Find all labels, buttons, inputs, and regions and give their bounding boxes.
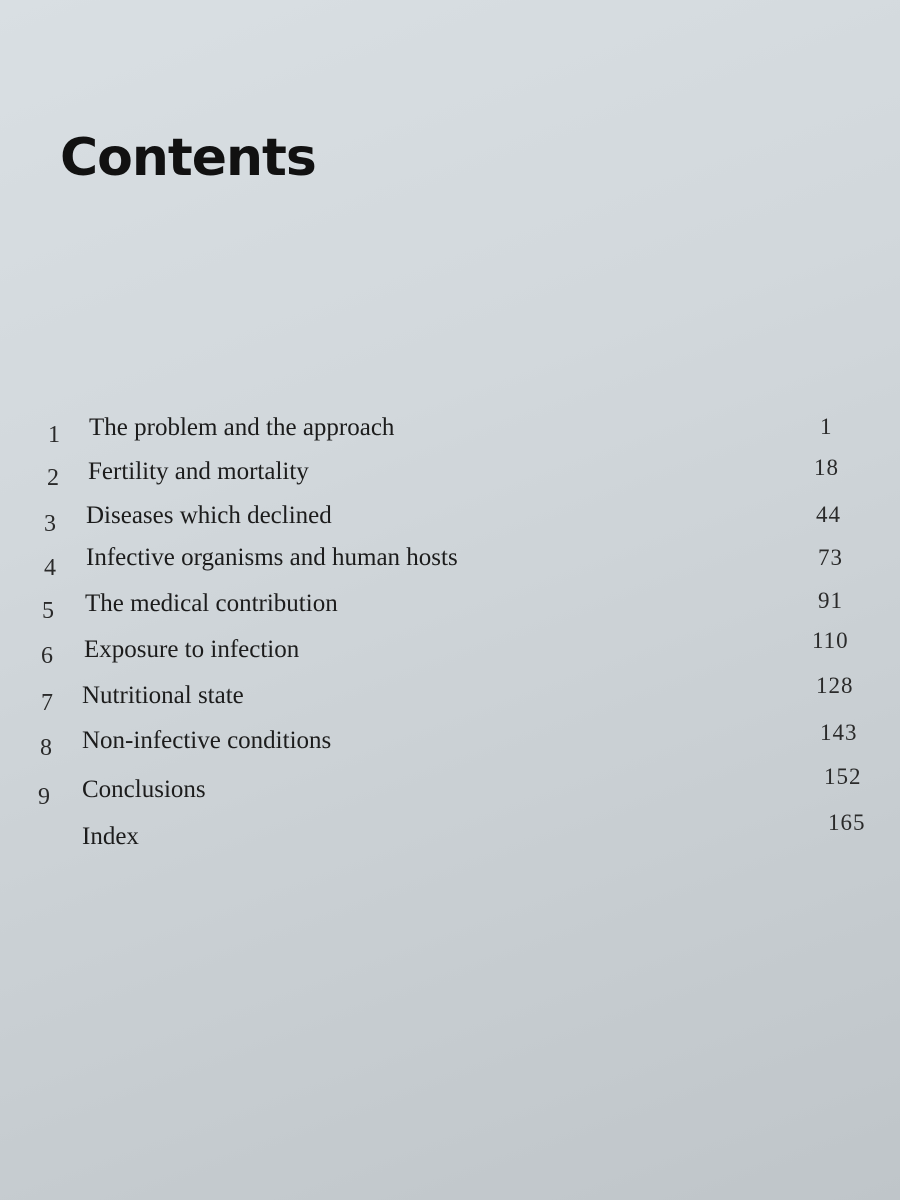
chapter-number: 7 (41, 690, 53, 716)
chapter-number: 8 (40, 735, 52, 761)
page-number: 91 (818, 588, 843, 613)
page-number: 165 (828, 810, 866, 835)
page-number: 128 (816, 673, 854, 698)
chapter-title: Nutritional state (82, 682, 244, 709)
chapter-title: Conclusions (82, 776, 206, 803)
page-number: 18 (814, 455, 839, 480)
chapter-title: Exposure to infection (84, 636, 300, 663)
page-number: 73 (818, 545, 843, 570)
page-title: Contents (60, 128, 316, 188)
chapter-title: Infective organisms and human hosts (86, 544, 458, 571)
page-number: 152 (824, 764, 862, 789)
chapter-number: 1 (48, 422, 60, 448)
page-number: 1 (820, 414, 833, 439)
chapter-title: The problem and the approach (89, 414, 395, 441)
chapter-number: 5 (42, 598, 54, 624)
page-number: 44 (816, 502, 841, 527)
page-number: 110 (812, 628, 849, 653)
chapter-number: 3 (44, 511, 56, 537)
page-number: 143 (820, 720, 858, 745)
chapter-number: 9 (38, 784, 50, 810)
chapter-number: 2 (47, 465, 59, 491)
chapter-title: The medical contribution (85, 590, 338, 617)
chapter-title: Fertility and mortality (88, 458, 309, 485)
chapter-number: 4 (44, 555, 56, 581)
chapter-number: 6 (41, 643, 53, 669)
chapter-title: Diseases which declined (86, 502, 332, 529)
chapter-title: Non-infective conditions (82, 727, 332, 754)
chapter-title: Index (82, 823, 139, 850)
